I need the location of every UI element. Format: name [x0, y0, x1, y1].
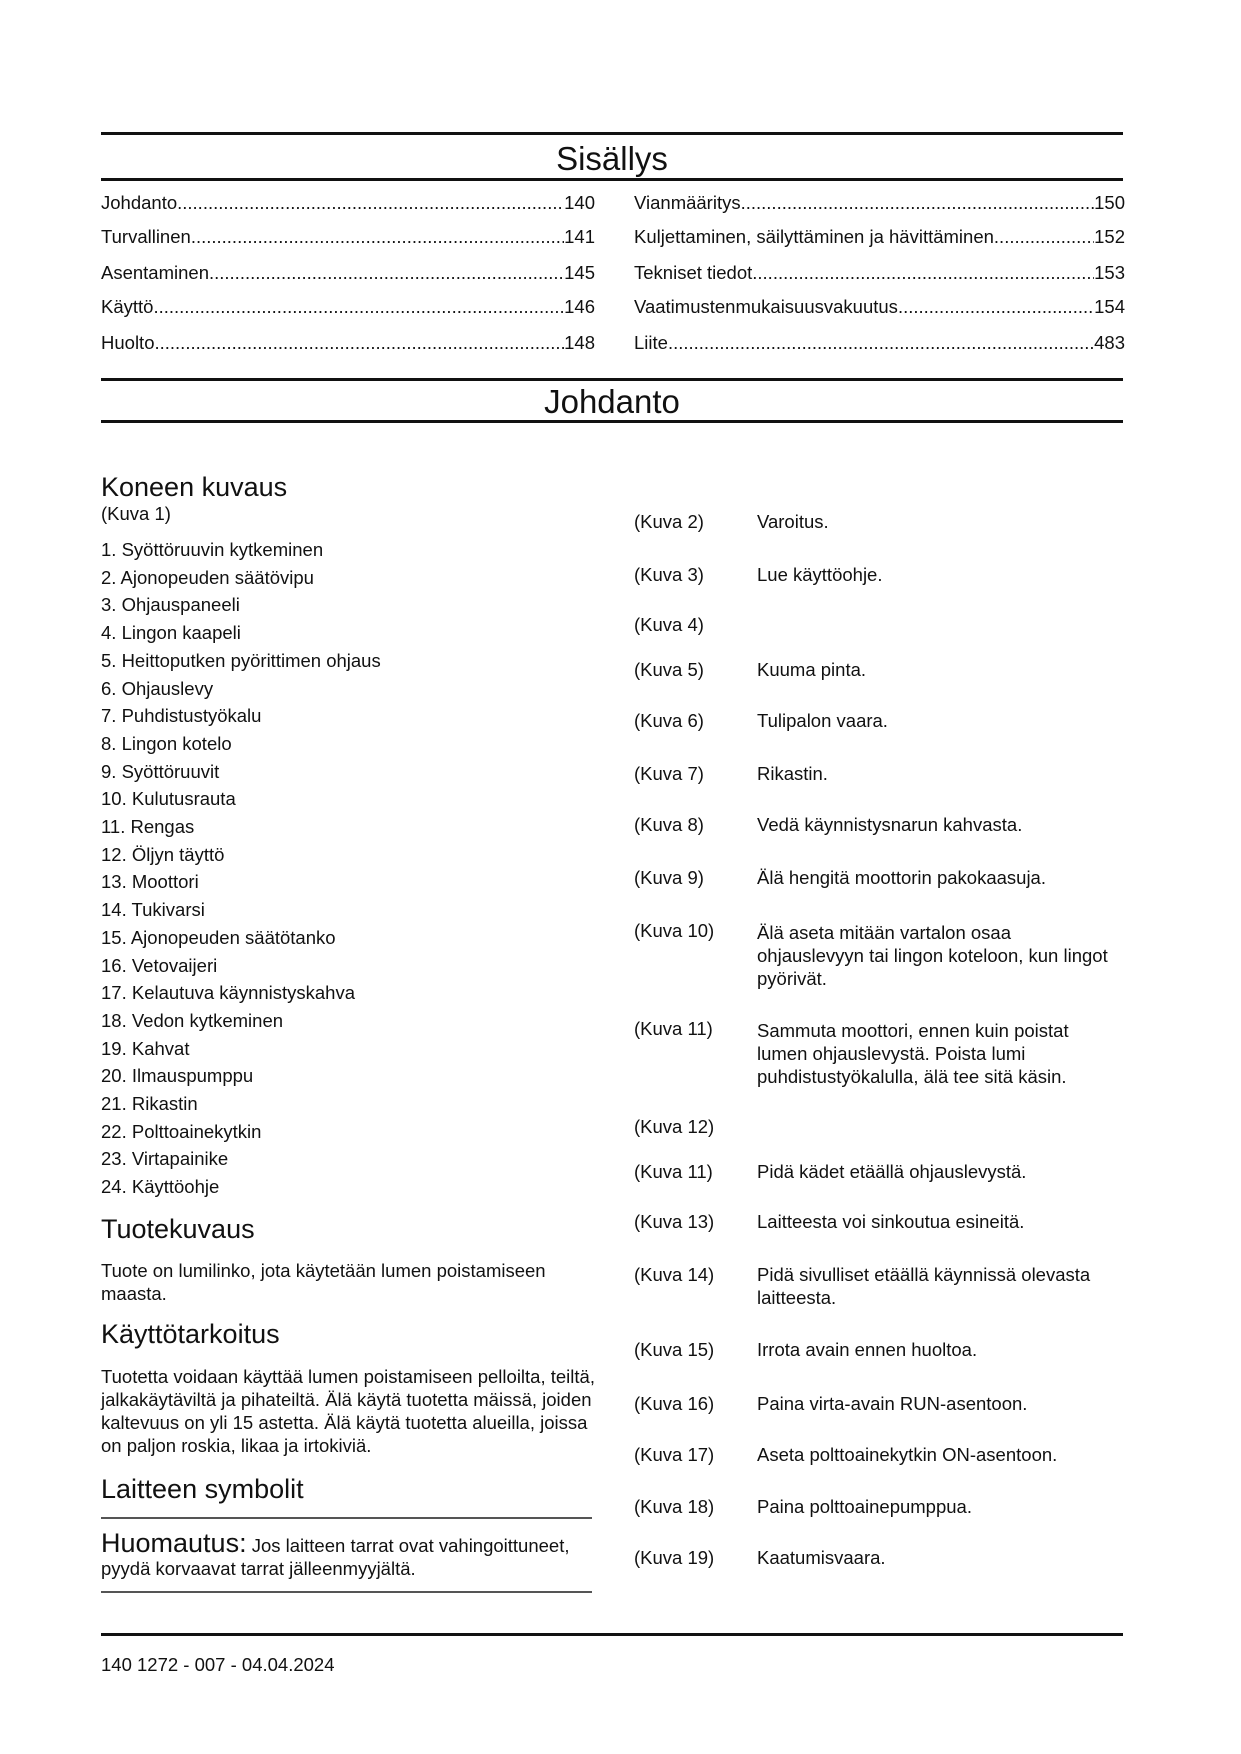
toc-entry-page: 145: [564, 262, 595, 283]
toc-entry-label: Liite: [634, 332, 668, 353]
toc-entry-label: Johdanto: [101, 192, 178, 213]
symbol-figure-ref: (Kuva 11): [634, 1161, 713, 1182]
toc-entry[interactable]: [101, 331, 595, 355]
note-text: Jos laitteen tarrat ovat vahingoittuneet, pyydä korvaavat tarrat jälleenmyyjältä.: [101, 1535, 570, 1579]
symbol-figure-ref: (Kuva 11): [634, 1018, 713, 1039]
toc-entry[interactable]: [101, 295, 595, 319]
parts-list-item: 11. Rengas: [101, 816, 195, 837]
symbol-description: Kaatumisvaara.: [757, 1547, 886, 1568]
toc-entry-page: 154: [1094, 296, 1125, 317]
note-label: Huomautus:: [101, 1528, 247, 1558]
toc-entry[interactable]: [634, 295, 1125, 319]
note-rule-top: [101, 1517, 592, 1519]
machine-heading: Koneen kuvaus: [101, 472, 288, 502]
symbols-heading: Laitteen symbolit: [101, 1474, 304, 1504]
symbol-figure-ref: (Kuva 19): [634, 1547, 715, 1568]
symbol-figure-ref: (Kuva 18): [634, 1496, 715, 1517]
toc-entry[interactable]: [634, 261, 1125, 285]
toc-entry-label: Huolto: [101, 332, 155, 353]
toc-leader-dots: [668, 331, 1094, 355]
parts-list-item: 12. Öljyn täyttö: [101, 843, 225, 865]
symbol-figure-ref: (Kuva 13): [634, 1211, 715, 1232]
symbol-description: Sammuta moottori, ennen kuin poistat lumen ohjauslevystä. Poista lumi puhdistustyökalulla, älä tee sitä käsin.: [757, 1020, 1069, 1087]
toc-entry-page: 146: [564, 296, 595, 317]
parts-list-item: 19. Kahvat: [101, 1037, 190, 1059]
symbol-figure-ref: (Kuva 5): [634, 659, 704, 680]
symbol-figure-ref: (Kuva 3): [634, 564, 704, 585]
symbol-description: Pidä sivulliset etäällä käynnissä olevasta laitteesta.: [757, 1264, 1091, 1308]
symbol-description: Rikastin.: [757, 763, 828, 784]
parts-list-item: 15. Ajonopeuden säätötanko: [101, 926, 336, 948]
toc-leader-dots: [191, 225, 564, 249]
toc-leader-dots: [177, 191, 564, 215]
symbol-figure-ref: (Kuva 8): [634, 814, 704, 835]
toc-entry-page: 483: [1094, 332, 1125, 353]
toc-entry-page: 140: [564, 192, 595, 213]
toc-entry-label: Tekniset tiedot: [634, 262, 753, 283]
symbol-description: Paina polttoainepumppua.: [757, 1496, 972, 1517]
symbol-description: Älä hengitä moottorin pakokaasuja.: [757, 867, 1046, 888]
toc-leader-dots: [154, 331, 564, 355]
parts-list-item: 9. Syöttöruuvit: [101, 760, 220, 782]
toc-leader-dots: [153, 295, 564, 319]
symbol-description: Varoitus.: [757, 511, 829, 532]
symbol-description: Lue käyttöohje.: [757, 564, 883, 585]
parts-list-item: 1. Syöttöruuvin kytkeminen: [101, 539, 324, 560]
symbol-description: Älä aseta mitään vartalon osaa ohjauslevyyn tai lingon koteloon, kun lingot pyörivät.: [757, 922, 1108, 989]
toc-title: Sisällys: [556, 140, 668, 177]
toc-entry[interactable]: [101, 191, 595, 215]
toc-entry[interactable]: [634, 191, 1125, 215]
parts-list-item: 8. Lingon kotelo: [101, 732, 232, 754]
symbol-description: Aseta polttoainekytkin ON-asentoon.: [757, 1444, 1058, 1465]
parts-list-item: 5. Heittoputken pyörittimen ohjaus: [101, 649, 381, 671]
parts-list-item: 18. Vedon kytkeminen: [101, 1009, 284, 1031]
toc-leader-dots: [752, 261, 1094, 285]
toc-entry[interactable]: [101, 225, 595, 249]
toc-entry-label: Turvallinen: [101, 226, 191, 247]
symbol-figure-ref: (Kuva 2): [634, 511, 704, 532]
symbol-description: Kuuma pinta.: [757, 659, 867, 680]
toc-entry[interactable]: [634, 331, 1125, 355]
toc-leader-dots: [898, 295, 1094, 319]
symbol-description: Vedä käynnistysnarun kahvasta.: [757, 814, 1023, 835]
parts-list-item: 7. Puhdistustyökalu: [101, 705, 262, 727]
toc-entry-label: Kuljettaminen, säilyttäminen ja hävittäminen: [634, 226, 994, 247]
toc-entry[interactable]: [634, 225, 1125, 249]
toc-entry-label: Käyttö: [101, 296, 154, 317]
machine-figure-ref: (Kuva 1): [101, 503, 171, 524]
section-rule-top: [101, 378, 1123, 381]
footer-doc-id: 140 1272 - 007 - 04.04.2024: [101, 1654, 335, 1675]
symbol-description: Tulipalon vaara.: [757, 710, 888, 731]
parts-list-item: 20. Ilmauspumppu: [101, 1065, 254, 1087]
note-rule-bottom: [101, 1591, 592, 1593]
toc-entry-page: 141: [564, 226, 595, 247]
symbol-figure-ref: (Kuva 6): [634, 710, 704, 731]
parts-list-item: 2. Ajonopeuden säätövipu: [101, 566, 314, 588]
purpose-heading: Käyttötarkoitus: [101, 1319, 280, 1349]
parts-list-item: 10. Kulutusrauta: [101, 788, 236, 810]
toc-entry-label: Asentaminen: [101, 262, 209, 283]
parts-list-item: 22. Polttoainekytkin: [101, 1120, 262, 1142]
symbol-figure-ref: (Kuva 14): [634, 1264, 715, 1285]
toc-leader-dots: [209, 261, 564, 285]
footer-rule: [101, 1633, 1123, 1636]
note: [101, 1528, 596, 1580]
toc-rule: [101, 178, 1123, 181]
toc-entry-page: 150: [1094, 192, 1125, 213]
product-text: Tuote on lumilinko, jota käytetään lumen poistamiseen maasta.: [101, 1260, 546, 1304]
symbol-figure-ref: (Kuva 10): [634, 920, 715, 941]
parts-list-item: 13. Moottori: [101, 871, 199, 893]
symbol-description: Paina virta-avain RUN-asentoon.: [757, 1393, 1028, 1414]
top-rule: [101, 132, 1123, 135]
toc-entry-page: 152: [1094, 226, 1125, 247]
symbol-figure-ref: (Kuva 12): [634, 1116, 715, 1137]
toc-entry-page: 153: [1094, 262, 1125, 283]
toc-leader-dots: [741, 191, 1095, 215]
symbol-description: Pidä kädet etäällä ohjauslevystä.: [757, 1161, 1027, 1182]
parts-list-item: 3. Ohjauspaneeli: [101, 594, 240, 616]
toc-entry[interactable]: [101, 261, 595, 285]
parts-list-item: 21. Rikastin: [101, 1093, 198, 1114]
symbol-figure-ref: (Kuva 15): [634, 1339, 715, 1360]
symbol-figure-ref: (Kuva 16): [634, 1393, 715, 1414]
toc-entry-label: Vianmääritys: [634, 192, 741, 213]
symbol-description: Irrota avain ennen huoltoa.: [757, 1339, 978, 1360]
toc-entry-page: 148: [564, 332, 595, 353]
parts-list-item: 6. Ohjauslevy: [101, 677, 214, 699]
toc-entry-label: Vaatimustenmukaisuusvakuutus: [634, 296, 898, 317]
parts-list-item: 17. Kelautuva käynnistyskahva: [101, 982, 356, 1004]
symbol-description: Laitteesta voi sinkoutua esineitä.: [757, 1211, 1025, 1232]
parts-list-item: 23. Virtapainike: [101, 1148, 229, 1170]
section-rule-bottom: [101, 420, 1123, 423]
parts-list-item: 4. Lingon kaapeli: [101, 622, 241, 644]
toc-leader-dots: [994, 225, 1094, 249]
section-title: Johdanto: [544, 383, 680, 420]
symbol-figure-ref: (Kuva 17): [634, 1444, 715, 1465]
symbol-figure-ref: (Kuva 7): [634, 763, 704, 784]
parts-list-item: 24. Käyttöohje: [101, 1176, 220, 1198]
symbol-figure-ref: (Kuva 9): [634, 867, 704, 888]
parts-list-item: 16. Vetovaijeri: [101, 954, 218, 976]
product-heading: Tuotekuvaus: [101, 1214, 255, 1244]
purpose-text: Tuotetta voidaan käyttää lumen poistamiseen pelloilta, teiltä, jalkakäytäviltä ja pihateiltä. Älä käytä tuotetta mäissä, joiden kaltevuus on yli 15 astetta. Älä käytä tuotetta alueilla, joissa on paljon roskia, likaa ja irtokiviä.: [101, 1366, 595, 1456]
parts-list-item: 14. Tukivarsi: [101, 899, 205, 921]
symbol-figure-ref: (Kuva 4): [634, 614, 704, 635]
